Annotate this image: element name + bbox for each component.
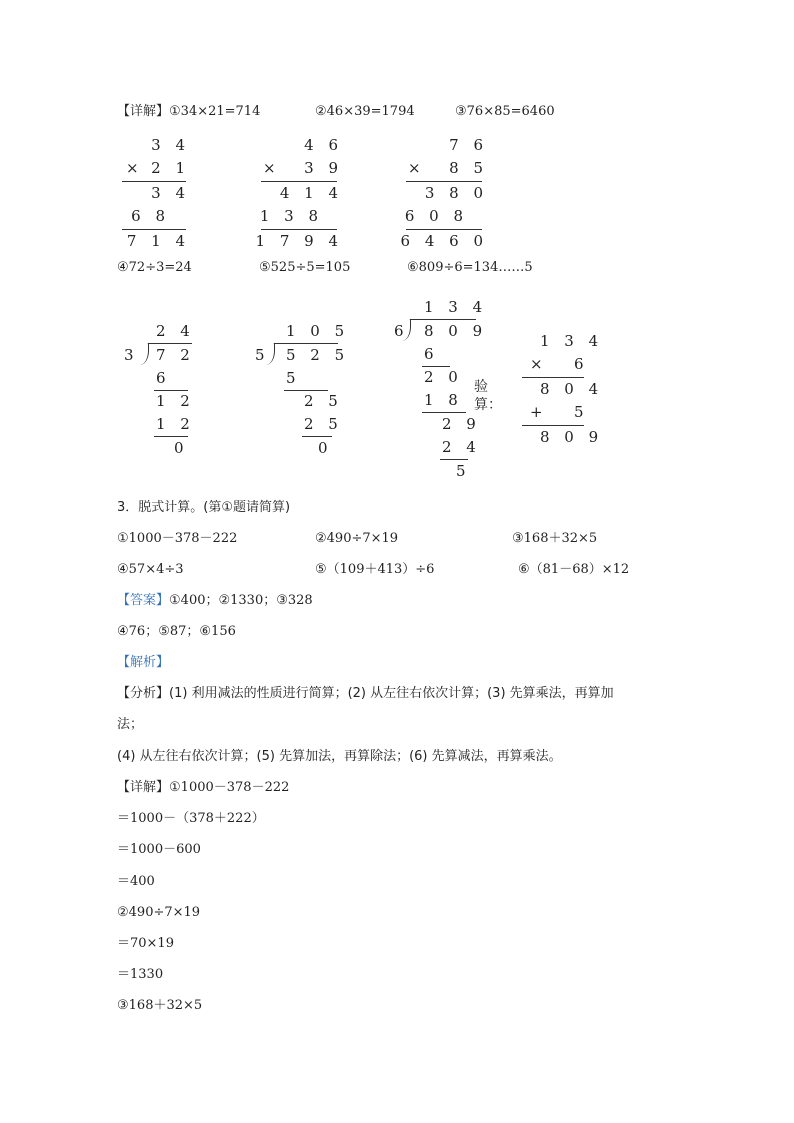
problem-4: ④57×4÷3 [117, 562, 184, 577]
rule [406, 181, 482, 182]
answer-values-1: ①400；②1330；③328 [169, 593, 313, 608]
analysis-label: 【解析】 [117, 655, 170, 670]
step: 6 [156, 369, 171, 387]
check-row: 5 [574, 403, 589, 421]
mul-row: 3 4 [151, 136, 190, 154]
rule [261, 181, 337, 182]
rule [440, 459, 468, 460]
mul-sign: × [263, 159, 276, 177]
division-bracket [140, 343, 149, 365]
divisor: 5 [255, 346, 270, 364]
mul-result: 1 7 9 4 [255, 232, 343, 250]
detail-step-1 [117, 780, 289, 796]
check-row: 8 0 4 [540, 380, 604, 398]
detail-step-8: ③168＋32×5 [117, 998, 203, 1013]
mul-result: 7 1 4 [126, 232, 190, 250]
problem-1: ①1000－378－222 [117, 531, 238, 546]
mul-sign: × [126, 159, 139, 177]
remainder: 0 [318, 439, 333, 457]
step: 2 4 [442, 438, 481, 456]
problem-5: ⑤（109＋413）÷6 [315, 562, 435, 577]
division-bar [410, 319, 476, 320]
quotient: 1 3 4 [424, 298, 488, 316]
analysis-text-1: (1) 利用减法的性质进行简算；(2) 从左往右依次计算；(3) 先算乘法，再算加 [169, 686, 614, 701]
rule [422, 366, 450, 367]
division-equation-6: ⑥809÷6=134……5 [407, 260, 533, 275]
step: 1 8 [424, 391, 463, 409]
divisor: 3 [124, 346, 139, 364]
remainder: 5 [456, 462, 471, 480]
rule [284, 390, 328, 391]
problem-2: ②490÷7×19 [315, 531, 399, 546]
detail-step-7: ＝1330 [117, 967, 164, 982]
rule [422, 412, 466, 413]
answer-label: 【答案】 [117, 593, 170, 608]
mul-row: 7 6 [449, 136, 488, 154]
analysis-line-3: (4) 从左往右依次计算；(5) 先算加法，再算除法；(6) 先算减法，再算乘法。 [117, 749, 562, 764]
mul-row: 1 3 8 [259, 207, 323, 225]
step: 2 0 [424, 368, 463, 386]
problem-6: ⑥（81－68）×12 [518, 562, 630, 577]
mul-row: 3 8 0 [424, 184, 488, 202]
step: 6 [424, 345, 439, 363]
question-3-title: 3．脱式计算。(第①题请简算) [117, 500, 291, 515]
fenxi-label: 【分析】 [117, 686, 170, 701]
dividend: 8 0 9 [424, 322, 488, 340]
equation-2: ②46×39=1794 [315, 104, 415, 119]
mul-row: 3 9 [304, 159, 343, 177]
answer-line-2: ④76；⑤87；⑥156 [117, 624, 236, 639]
rule [302, 436, 332, 437]
detail-label: 【详解】 [117, 104, 170, 119]
mul-row: 2 1 [151, 159, 190, 177]
detail-label: 【详解】 [117, 780, 170, 795]
detail-line-1 [117, 104, 260, 120]
mul-row: 3 4 [151, 184, 190, 202]
plus-sign: + [530, 403, 543, 421]
equation-1: ①34×21=714 [169, 104, 261, 119]
step: 2 5 [304, 392, 343, 410]
mul-row: 6 0 8 [404, 207, 468, 225]
mul-sign: × [530, 355, 543, 373]
check-row: 6 [574, 355, 589, 373]
check-row: 1 3 4 [540, 332, 604, 350]
step: 1 2 [156, 415, 195, 433]
equation-3: ③76×85=6460 [455, 104, 555, 119]
dividend: 5 2 5 [286, 346, 350, 364]
quotient: 1 0 5 [286, 322, 350, 340]
rule [406, 229, 482, 230]
division-bar [148, 343, 192, 344]
detail-step-5: ②490÷7×19 [117, 905, 201, 920]
detail-step-3: ＝1000－600 [117, 842, 201, 857]
dividend: 7 2 [156, 346, 195, 364]
check-result: 8 0 9 [540, 428, 604, 446]
rule [122, 229, 186, 230]
rule [522, 377, 584, 378]
divisor: 6 [394, 322, 409, 340]
rule [261, 229, 337, 230]
division-equation-5: ⑤525÷5=105 [259, 260, 351, 275]
detail-step-2: ＝1000－（378＋222） [117, 811, 265, 826]
mul-row: 4 1 4 [279, 184, 343, 202]
step: 1 2 [156, 392, 195, 410]
analysis-line-2: 法； [117, 717, 144, 732]
mul-sign: × [408, 159, 421, 177]
remainder: 0 [174, 439, 189, 457]
step: 5 [286, 369, 301, 387]
rule [154, 390, 188, 391]
quotient: 2 4 [156, 322, 195, 340]
mul-result: 6 4 6 0 [400, 232, 488, 250]
division-equation-4: ④72÷3=24 [117, 260, 192, 275]
check-label: 验算： [474, 379, 502, 413]
division-bar [274, 343, 338, 344]
problem-3: ③168＋32×5 [512, 531, 598, 546]
mul-row: 6 8 [131, 207, 170, 225]
answer-line-1 [117, 593, 313, 609]
analysis-line-1 [117, 686, 614, 702]
rule [522, 425, 584, 426]
rule [154, 436, 188, 437]
detail-expression: ①1000－378－222 [169, 780, 290, 795]
mul-row: 8 5 [449, 159, 488, 177]
step: 2 5 [304, 415, 343, 433]
detail-step-6: ＝70×19 [117, 936, 174, 951]
mul-row: 4 6 [304, 136, 343, 154]
step: 2 9 [442, 415, 481, 433]
detail-step-4: ＝400 [117, 874, 155, 889]
rule [122, 181, 186, 182]
